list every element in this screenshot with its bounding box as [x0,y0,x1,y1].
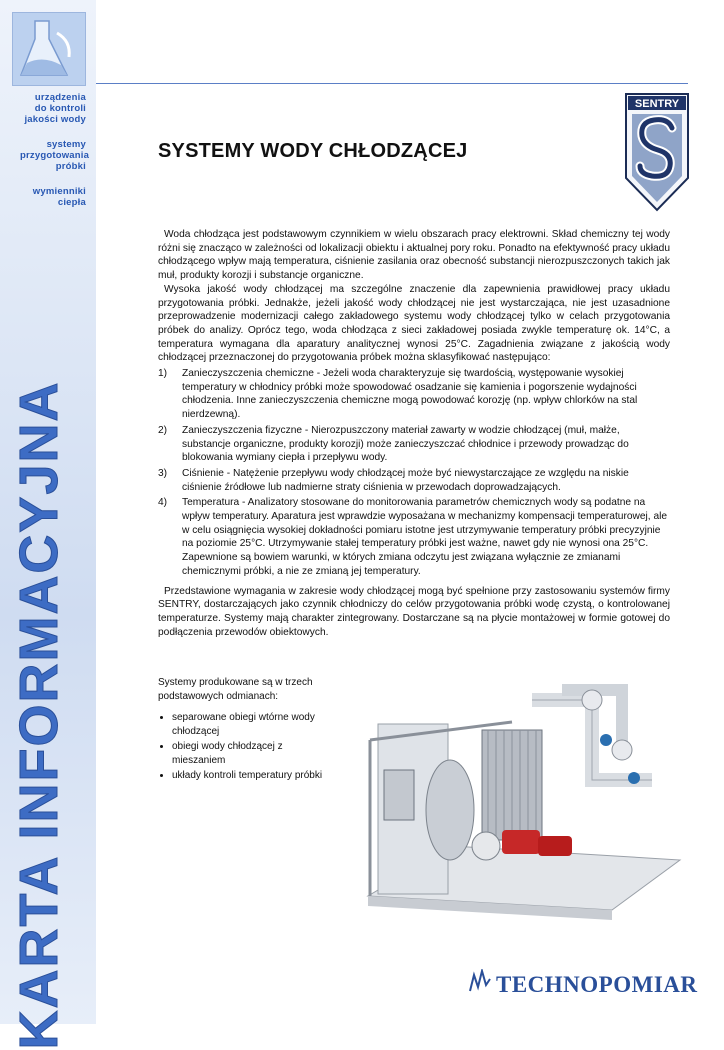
vertical-title: KARTA INFORMACYJNA [9,380,69,1050]
technopomiar-wordmark: TECHNOPOMIAR [496,972,698,997]
sentry-wordmark: SENTRY [634,98,680,110]
variant-item: • separowane obiegi wtórne wody chłodzącej [172,711,338,738]
list-item: 4) Temperatura - Analizatory stosowane do monitorowania parametrów chemicznych wody są podatne na wpływ temperatury. Aparatura jest wprawdzie wyposażana w mechanizmy kompensacji temperaturowej, ale w celu osiągnięcia wysokiej dokładności pomiaru istotne jest utrzymywanie temperatury próbki precyzyjnie na poziomie 25°C. Utrzymywanie stałej temperatury próbki jest ważne, nawet gdy nie wynosi ona 25°C. Zapewnione są bowiem warunki, w których zmiana odczytu jest związana wyłącznie ze zmianami chemicznymi próbki, a nie ze zmianą jej temperatury. [158,497,668,577]
flask-logo-icon [12,12,86,86]
issues-list [158,367,670,579]
side-menu-group-sample-systems[interactable]: systemy przygotowania próbki [20,139,90,172]
side-menu-group-water-quality[interactable]: urządzenia do kontroli jakości wody [24,92,86,125]
cooling-system-photo [362,660,684,922]
page-title: SYSTEMY WODY CHŁODZĄCEJ [158,140,468,162]
list-item: 3) Ciśnienie - Natężenie przepływu wody chłodzącej może być niewystarczające ze względu na niskie ciśnienie źródłowe lub nadmierne straty ciśnienia w przewodach doprowadzających. [158,467,629,493]
top-divider [96,83,688,84]
sentry-logo [624,92,690,212]
variants-intro: Systemy produkowane są w trzech podstawowych odmianach: [158,677,313,702]
requirements-paragraph: Wysoka jakość wody chłodzącej ma szczególne znaczenie dla zapewnienia prawidłowej pracy układu przygotowania próbki. Jednakże, jeżeli jakość wody chłodzącej nie jest wystarczająca, nie jest uzasadnione przeprowadzenie modernizacji całego zakładowego systemu wody chłodzącej tylko w celach przygotowania próbek do analizy. Oprócz tego, woda chłodząca z sieci zakładowej posiada zwykle temperaturę ok. 14°C, a temperatura wymagana dla aparatury analitycznej wynosi 25°C. Zagadnienia związane z jakością wody chłodzącej przeznaczonej do przygotowania próbek można sklasyfikować następująco: [158,283,670,364]
variant-item: • obiegi wody chłodzącej z mieszaniem [172,740,338,767]
wave-logo-icon [468,969,492,1001]
side-menu [20,92,90,222]
variants-list [158,711,338,783]
list-item: 1) Zanieczyszczenia chemiczne - Jeżeli woda charakteryzuje się twardością, występowanie wysokiej temperatury w chłodnicy próbki może spowodować osadzanie się kamienia i pogorszenie wydajności chłodzenia. Inne zanieczyszczenia chemiczne mogą powodować korozję (np. wpływ chlorków na stal nierdzewną). [158,368,638,421]
side-menu-group-heat-exchangers[interactable]: wymienniki ciepła [32,186,86,208]
sidebar [0,0,96,1050]
variant-item: • układy kontroli temperatury próbki [172,769,338,783]
technopomiar-logo [468,968,698,1002]
list-item: 2) Zanieczyszczenia fizyczne - Nierozpuszczony materiał zawarty w wodzie chłodzącej (muł, małże, substancje organiczne, produkty korozji) może zanieczyszczać chłodnice i przewody prowadząc do blokowania wymiany ciepła i przepływu wody. [158,424,629,464]
closing-paragraph: Przedstawione wymagania w zakresie wody chłodzącej mogą być spełnione przy zastosowaniu systemów firmy SENTRY, dostarczających jako czynnik chłodniczy do celów przygotowania próbki wodę czystą, o kontrolowanej temperaturze. Systemy mają charakter zintegrowany. Dostarczane są na płycie montażowej w formie gotowej do podłączenia przewodów obiektowych. [158,585,670,638]
intro-paragraph: Woda chłodząca jest podstawowym czynnikiem w wielu obszarach pracy elektrowni. Skład chemiczny tej wody różni się znacząco w zależności od lokalizacji obiektu i aktualnej pory roku. Ponadto na efektywność pracy układu chłodzącego wpływ mają temperatura, ciśnienie zasilania oraz obecność substancji nierozpuszczonych takich jak muł, produkty korozji i substancje organiczne. [158,229,670,282]
variants-section [158,676,338,785]
main-content [158,228,670,639]
